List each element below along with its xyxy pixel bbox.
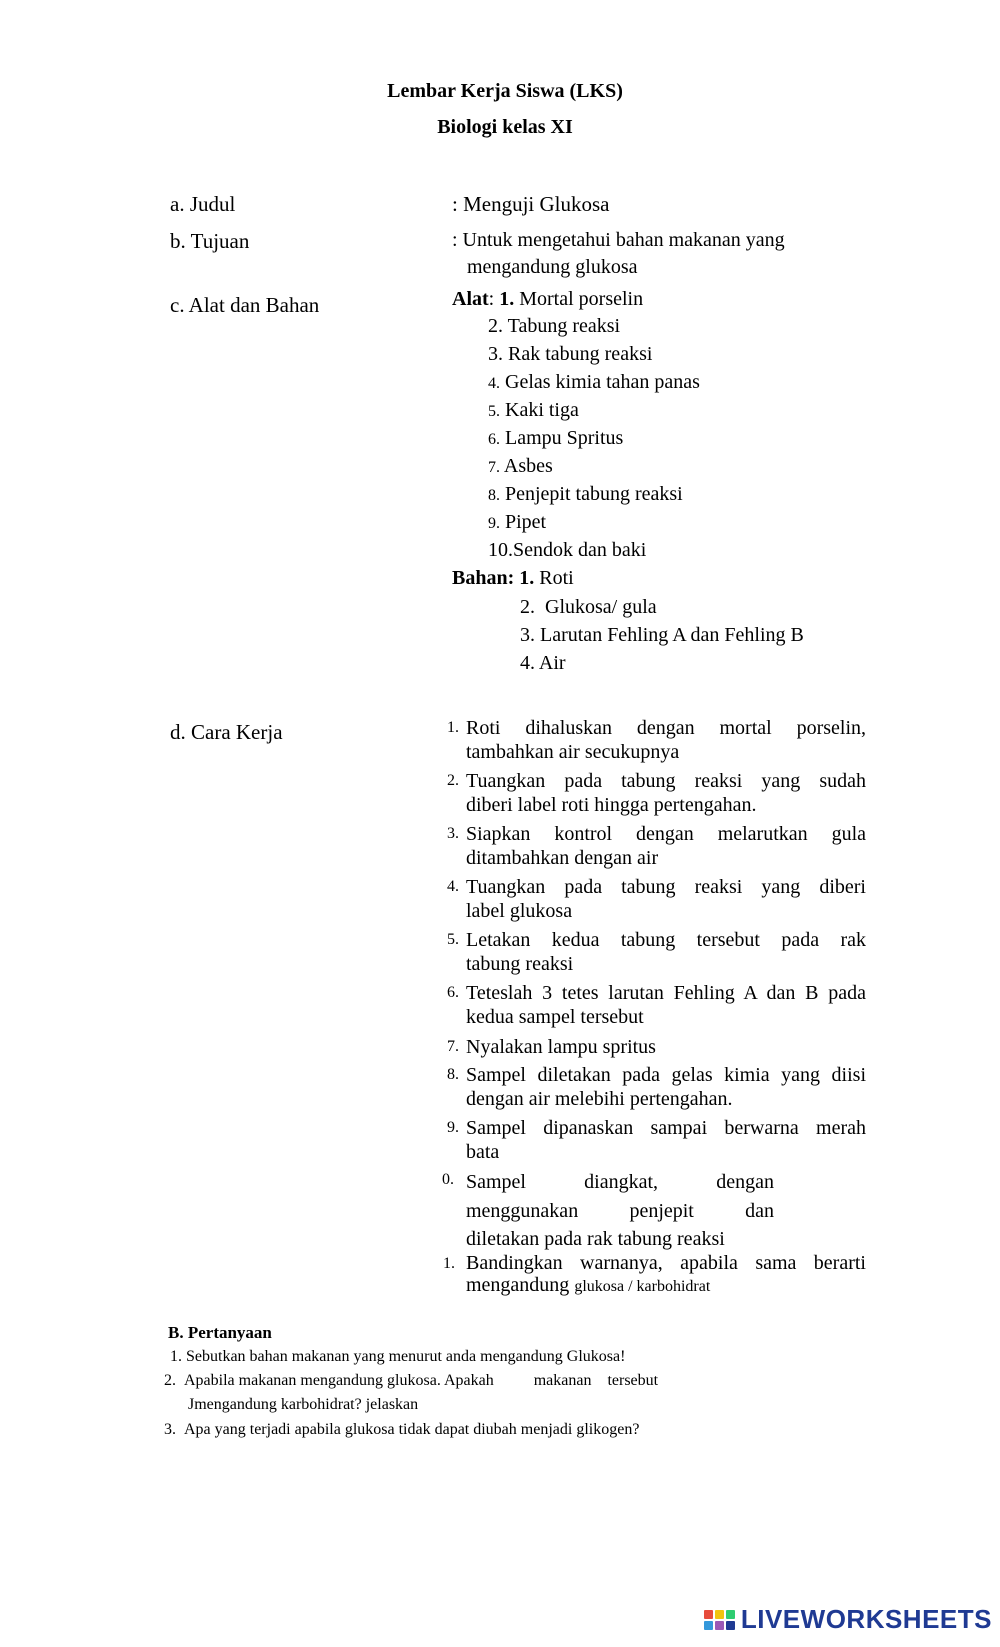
question-item: 2. Apabila makanan mengandung glukosa. Apakah makanan tersebut	[164, 1372, 659, 1389]
page-subtitle: Biologi kelas XI	[437, 116, 573, 138]
alat-first-item: Alat: 1. Mortal porselin	[452, 288, 644, 310]
alat-item: 8. Penjepit tabung reaksi	[488, 483, 683, 505]
bahan-first-item: Bahan: 1. Roti	[452, 567, 574, 589]
pertanyaan-heading: B. Pertanyaan	[168, 1323, 272, 1342]
question-item: 3. Apa yang terjadi apabila glukosa tidak dapat diubah menjadi glikogen?	[164, 1421, 640, 1438]
tujuan-value-line1: : Untuk mengetahui bahan makanan yang	[452, 229, 785, 251]
judul-label: a. Judul	[170, 192, 236, 216]
liveworksheets-logo-icon	[704, 1610, 735, 1630]
alat-item: 4. Gelas kimia tahan panas	[488, 371, 700, 393]
question-item-continuation: Jmengandung karbohidrat? jelaskan	[188, 1396, 419, 1413]
bahan-item: 3. Larutan Fehling A dan Fehling B	[520, 624, 804, 646]
question-item: 1. Sebutkan bahan makanan yang menurut anda mengandung Glukosa!	[170, 1348, 626, 1365]
liveworksheets-logo	[704, 1604, 992, 1635]
alat-item: 9. Pipet	[488, 511, 547, 533]
judul-value: : Menguji Glukosa	[452, 192, 610, 216]
cara-kerja-label: d. Cara Kerja	[170, 720, 283, 744]
tujuan-value-line2: mengandung glukosa	[467, 256, 638, 278]
alat-item: 5. Kaki tiga	[488, 399, 579, 421]
alat-item: 10.Sendok dan baki	[488, 539, 647, 561]
alat-item: 2. Tabung reaksi	[488, 315, 621, 337]
alat-bahan-label: c. Alat dan Bahan	[170, 293, 320, 317]
alat-item: 7. Asbes	[488, 455, 553, 477]
brand-name: LIVEWORKSHEETS	[740, 1604, 992, 1634]
bahan-item: 2. Glukosa/ gula	[520, 596, 657, 618]
alat-item: 6. Lampu Spritus	[488, 427, 624, 449]
bahan-item: 4. Air	[520, 652, 566, 674]
tujuan-label: b. Tujuan	[170, 229, 250, 253]
page-title: Lembar Kerja Siswa (LKS)	[387, 80, 623, 102]
alat-item: 3. Rak tabung reaksi	[488, 343, 653, 365]
